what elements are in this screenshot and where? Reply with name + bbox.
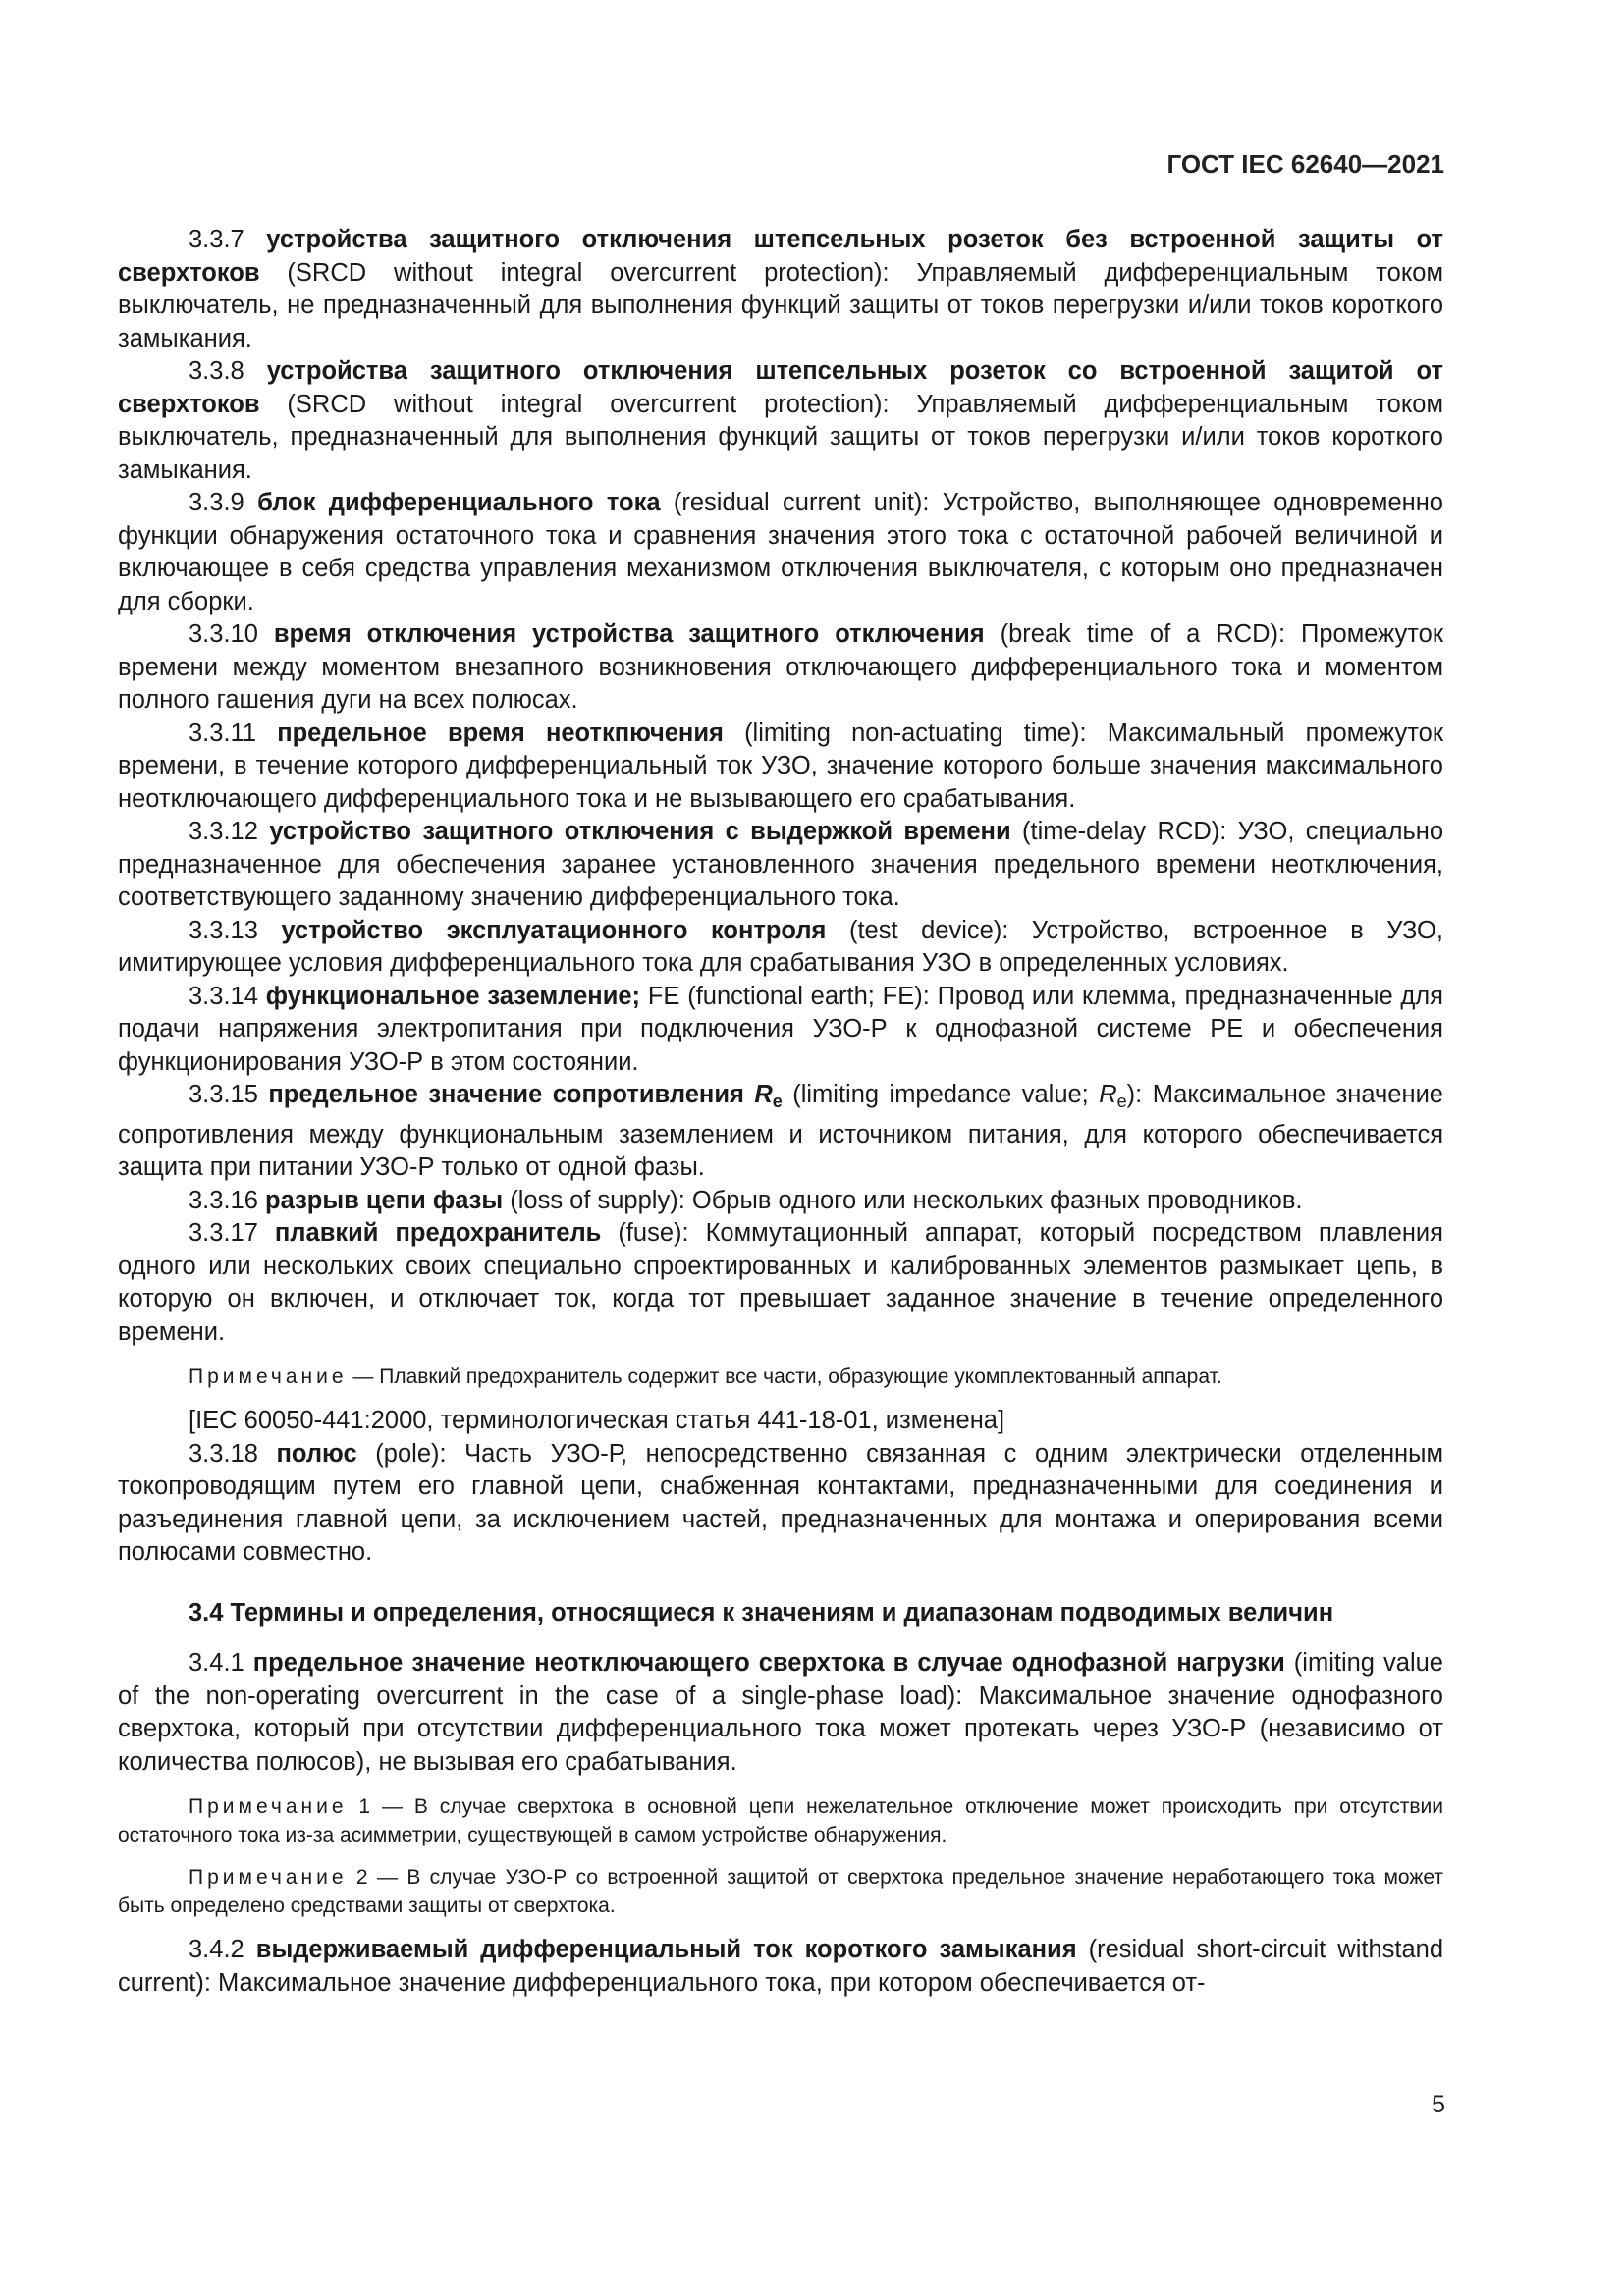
term-title: блок дифференциального тока xyxy=(257,489,661,516)
term-3-3-16 xyxy=(118,1185,1443,1218)
term-title: время отключения устройства защитного отключения xyxy=(273,620,985,648)
symbol-subscript: e xyxy=(772,1092,783,1111)
term-definition: (loss of supply): Обрыв одного или нескольких фазных проводников. xyxy=(503,1186,1303,1214)
term-definition: (fuse): Коммутационный аппарат, который посредством плавления одного или нескольких своих специально спроектированных и калиброванных элементов размыкает цепь, в которую он включен, и отключает ток, когда тот превышает заданное значение в течение определенного времени. xyxy=(118,1219,1443,1346)
standard-header: ГОСТ IEC 62640—2021 xyxy=(1166,149,1444,179)
term-title: предельное время неоткпючения xyxy=(277,719,724,747)
term-definition: (break time of a RCD): Промежуток времени между моментом внезапного возникновения отключающего дифференциального тока и моментом полного гашения дуги на всех полюсах. xyxy=(118,620,1443,714)
note-text: — Плавкий предохранитель содержит все части, образующие укомплектованный аппарат. xyxy=(347,1365,1222,1388)
clause-number: 3.3.13 xyxy=(189,916,258,944)
term-title: полюс xyxy=(276,1439,357,1468)
term-definition: (time-delay RCD): УЗО, специально предназначенное для обеспечения заранее установленного значения предельного времени неотключения, соответствующего заданному значению дифференциального тока. xyxy=(118,818,1444,911)
term-3-3-13 xyxy=(118,915,1443,981)
term-title: устройство защитного отключения с выдержкой времени xyxy=(269,818,1011,845)
term-definition: (SRCD without integral overcurrent protection): Управляемый дифференциальным током выключатель, не предназначенный для выполнения функций защиты от токов перегрузки и/или токов короткого замыкания. xyxy=(118,258,1443,352)
clause-number: 3.3.17 xyxy=(189,1219,258,1247)
term-3-3-7 xyxy=(118,224,1443,355)
note-text: 1 — В случае сверхтока в основной цепи нежелательное отключение может происходить при отсутствии остаточного тока из-за асимметрии, существующей в самом устройстве обнаружения. xyxy=(118,1795,1443,1846)
term-definition: (pole): Часть УЗО-Р, непосредственно связанная с одним электрически отделенным токопроводящим путем его главной цепи, снабженная контактами, предназначенными для соединения и разъединения главной цепи, за исключением частей, предназначенных для монтажа и оперирования всеми полюсами совместно. xyxy=(118,1439,1443,1566)
term-title: устройства защитного отключения штепсельных розеток без встроенной защиты от сверхтоков xyxy=(118,226,1443,287)
note-text: 2 — В случае УЗО-Р со встроенной защитой от сверхтока предельное значение неработающего тока может быть определено средствами защиты от сверхтока. xyxy=(118,1866,1443,1917)
clause-number: 3.3.12 xyxy=(189,818,258,845)
term-3-4-2 xyxy=(118,1934,1443,2000)
section-heading-3-4: 3.4 Термины и определения, относящиеся к значениям и диапазонам подводимых величин xyxy=(189,1598,1334,1627)
symbol-r: R xyxy=(754,1081,773,1108)
term-definition: (residual short-circuit withstand current): Максимальное значение дифференциального тока, при котором обеспечивается от- xyxy=(118,1936,1444,1997)
term-3-3-17 xyxy=(118,1217,1443,1349)
clause-number: 3.3.16 xyxy=(189,1186,258,1214)
note-label: Примечание xyxy=(189,1795,348,1818)
term-definition: (residual current unit): Устройство, выполняющее одновременно функции обнаружения остаточного тока и сравнения значения этого тока с остаточной рабочей величиной и включающее в себя средства управления механизмом отключения выключателя, с которым оно предназначен для сборки. xyxy=(118,489,1443,615)
note-3-4-1-2 xyxy=(118,1863,1443,1920)
term-3-3-9 xyxy=(118,487,1443,618)
clause-number: 3.3.14 xyxy=(189,982,258,1010)
term-3-3-8 xyxy=(118,355,1443,487)
term-3-3-10 xyxy=(118,618,1443,718)
term-definition: FE (functional earth; FE): Провод или клемма, предназначенные для подачи напряжения электропитания при подключения УЗО-Р к однофазной системе РЕ и обеспечения функционирования УЗО-Р в этом состоянии. xyxy=(118,982,1443,1076)
term-title: плавкий предохранитель xyxy=(274,1219,602,1247)
clause-number: 3.3.11 xyxy=(189,719,257,747)
term-definition: (test device): Устройство, встроенное в УЗО, имитирующее условия дифференциального тока для срабатывания УЗО в определенных условиях. xyxy=(118,916,1443,977)
note-label: Примечание xyxy=(189,1365,348,1388)
term-3-3-12 xyxy=(118,816,1443,915)
term-definition-part: (limiting impedance value; xyxy=(782,1081,1100,1108)
reference-3-3-17: [IEC 60050-441:2000, терминологическая статья 441-18-01, изменена] xyxy=(189,1407,1005,1434)
term-title: выдерживаемый дифференциальный ток короткого замыкания xyxy=(255,1936,1077,1963)
clause-number: 3.4.1 xyxy=(189,1649,244,1677)
symbol-subscript-inline: e xyxy=(1116,1092,1127,1111)
term-3-3-18 xyxy=(118,1438,1443,1570)
term-definition: ): Максимальное значение сопротивления между функциональным заземлением и источником питания, для которого обеспечивается защита при питании УЗО-Р только от одной фазы. xyxy=(118,1081,1443,1181)
term-definition: (limiting non-actuating time): Максимальный промежуток времени, в течение которого дифференциальный ток УЗО, значение которого больше значения максимального неотключающего дифференциального тока и не вызывающего его срабатывания. xyxy=(118,719,1443,813)
note-3-4-1-1 xyxy=(118,1792,1443,1849)
clause-number: 3.4.2 xyxy=(189,1936,244,1963)
term-definition: (SRCD without integral overcurrent protection): Управляемый дифференциальным током выключатель, предназначенный для выполнения функций защиты от токов перегрузки и/или токов короткого замыкания. xyxy=(118,390,1443,484)
term-title: предельное значение сопротивления xyxy=(268,1081,744,1108)
clause-number: 3.3.7 xyxy=(189,226,244,253)
term-3-3-11 xyxy=(118,718,1443,817)
term-title: устройство эксплуатационного контроля xyxy=(281,916,827,944)
clause-number: 3.3.15 xyxy=(189,1081,258,1108)
note-label: Примечание xyxy=(189,1866,348,1889)
clause-number: 3.3.10 xyxy=(189,620,258,648)
symbol-r-inline: R xyxy=(1099,1081,1117,1108)
note-3-3-17 xyxy=(118,1362,1443,1391)
clause-number: 3.3.8 xyxy=(189,357,244,385)
term-title: предельное значение неотключающего сверхтока в случае однофазной нагрузки xyxy=(252,1649,1285,1677)
term-3-3-15 xyxy=(118,1079,1443,1185)
term-3-3-14 xyxy=(118,981,1443,1080)
page-number: 5 xyxy=(1432,2091,1445,2118)
term-title: функциональное заземление; xyxy=(265,982,641,1010)
term-3-4-1 xyxy=(118,1647,1443,1779)
clause-number: 3.3.18 xyxy=(189,1439,258,1468)
clause-number: 3.3.9 xyxy=(189,489,244,516)
term-definition: (imiting value of the non-operating overcurrent in the case of a single-phase load): Максимальное значение однофазного сверхтока, который при отсутствии дифференциального тока может протекать через УЗО-Р (независимо от количества полюсов), не вызывая его срабатывания. xyxy=(118,1649,1443,1776)
term-title: разрыв цепи фазы xyxy=(265,1186,504,1214)
term-title: устройства защитного отключения штепсельных розеток со встроенной защитой от сверхтоков xyxy=(118,357,1443,418)
body-text xyxy=(118,224,1443,2000)
